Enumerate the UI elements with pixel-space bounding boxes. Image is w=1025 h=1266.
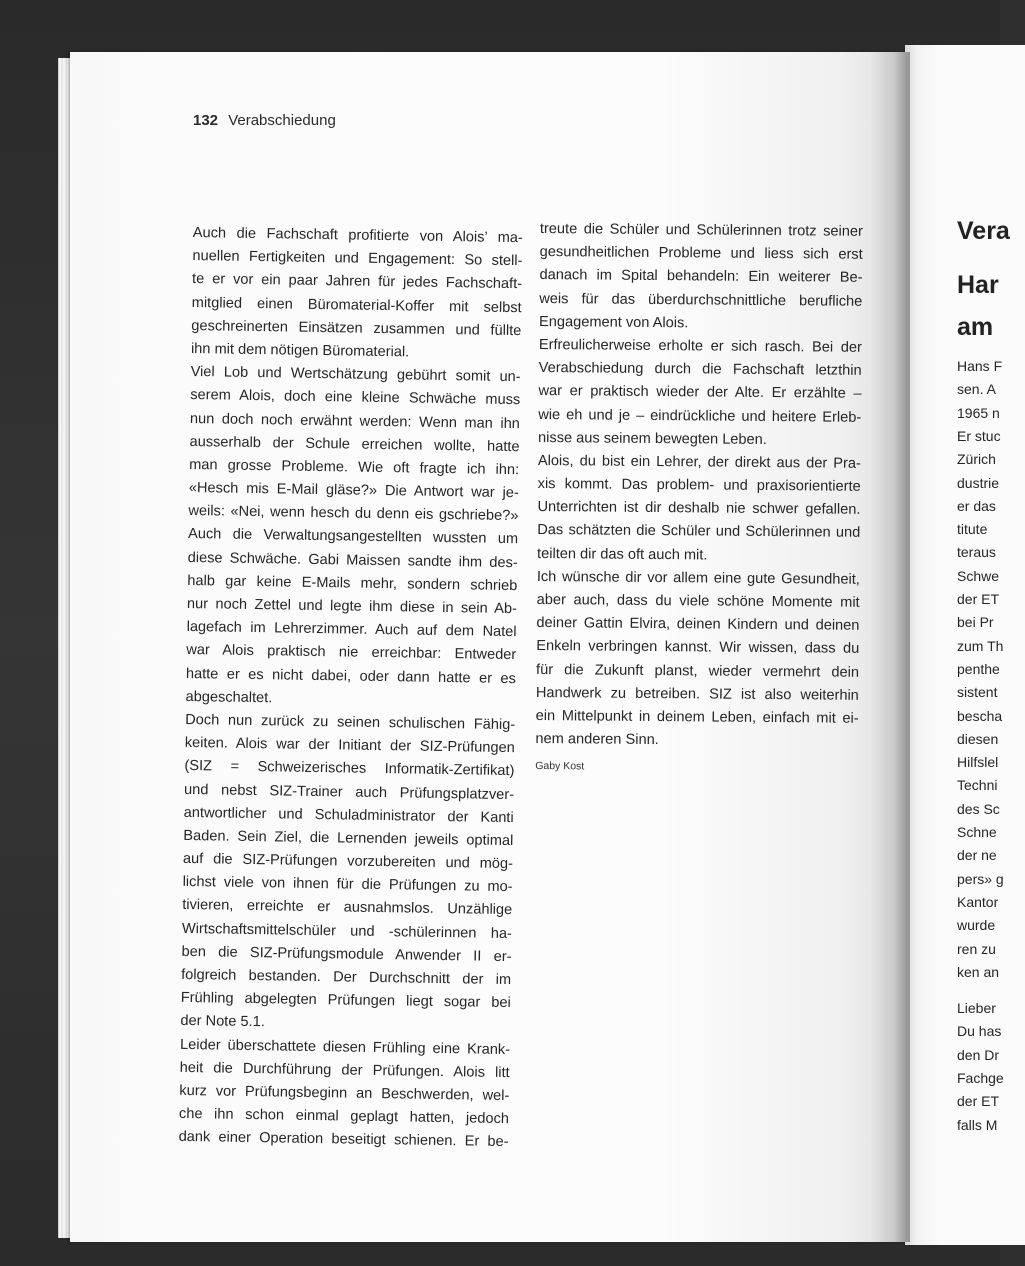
text-line: Verabschiedung durch die Fachschaft letzthin <box>538 360 862 379</box>
text-line: geschreinerten Einsätzen zusammen und füllte <box>191 317 522 339</box>
text-line: nuellen Fertigkeiten und Engagement: So stell- <box>192 248 523 270</box>
text-line: nisse aus seinem bewegten Leben. <box>538 429 767 448</box>
text-line: serem Alois, doch eine kleine Schwäche muss <box>190 387 521 409</box>
text-line: Auch die Verwaltungsangestellten wussten um <box>187 526 519 548</box>
right-page-text-line: dustrie <box>957 474 1000 491</box>
right-page-text-line: Lieber <box>957 1000 996 1016</box>
right-page-text-line: der ET <box>957 1093 1000 1110</box>
text-line: danach im Spital behandeln: Ein weiterer Be- <box>539 267 863 287</box>
text-line: keiten. Alois war der Initiant der SIZ-Prüfungen <box>184 735 515 757</box>
author-signature: Gaby Kost <box>535 760 585 773</box>
right-page-text-line: teraus <box>957 544 996 561</box>
text-line: antwortlicher und Schuladministrator der Kanti <box>183 804 514 826</box>
text-line: auf die SIZ-Prüfungen vorzubereiten und mög- <box>182 850 514 873</box>
text-line: xis kommt. Das problem- und praxisorientierte <box>537 476 861 495</box>
text-line: Frühling abgelegten Prüfungen liegt sogar bei <box>180 990 511 1012</box>
text-line: heit die Durchführung der Prüfungen. Alois litt <box>179 1059 510 1081</box>
right-page-text-line: penthe <box>957 660 1000 677</box>
right-page-title-line: Har <box>957 271 999 299</box>
right-page-text-line: zum Th <box>957 637 1004 654</box>
right-page-text-line: bescha <box>957 707 1003 724</box>
text-line: Auch die Fachschaft profitierte von Alois’ ma- <box>192 224 523 247</box>
text-line: für die Zukunft planst, wieder vermehrt dein <box>535 661 860 681</box>
text-line: «Hesch mis E-Mail gläse?» Die Antwort war je- <box>188 480 519 502</box>
text-line: Leider überschattete diesen Frühling eine Krank- <box>179 1036 511 1058</box>
text-line: te er vor ein paar Jahren für jedes Fachschaft- <box>191 271 523 293</box>
text-line: Erfreulicherweise erholte er sich rasch. Bei der <box>538 336 862 356</box>
text-line: gesundheitlichen Probleme und liess sich erst <box>539 244 863 264</box>
text-line: man grosse Probleme. Wie oft fragte ich ihn: <box>189 456 520 479</box>
right-page-title-line: am <box>957 313 994 341</box>
text-line: Engagement von Alois. <box>539 313 689 332</box>
text-line: lagefach im Lehrerzimmer. Auch auf dem Natel <box>186 619 517 641</box>
text-line: ausserhalb der Schule erreichen wollte, hatte <box>189 433 520 455</box>
section-title: Verabschiedung <box>228 112 336 129</box>
right-page-text-line: pers» g <box>957 870 1004 887</box>
right-page-text-line: bei Pr <box>957 614 994 631</box>
text-line: (SIZ = Schweizerisches Informatik-Zertifikat) <box>184 758 515 780</box>
right-page-text-line: Schne <box>957 824 997 840</box>
right-page-text-line: falls M <box>957 1116 998 1133</box>
text-line: Viel Lob und Wertschätzung gebührt somit un- <box>190 364 521 386</box>
text-line: ben die SIZ-Prüfungsmodule Anwender II er- <box>181 943 512 965</box>
text-line: Unterrichten ist dir deshalb nie schwer gefallen. <box>537 499 861 519</box>
book-gutter <box>870 52 910 1242</box>
text-column-right <box>535 218 863 781</box>
text-line: treute die Schüler und Schülerinnen trotz seiner <box>539 220 863 240</box>
text-line: aber auch, dass du viele schöne Momente mit <box>536 591 860 611</box>
right-page-text-line: der ET <box>957 591 1000 607</box>
text-line: kurz vor Prüfungsbeginn an Beschwerden, wel- <box>179 1082 510 1105</box>
text-line: nur noch Zettel und legte ihm diese in sein Ab- <box>186 595 518 618</box>
right-page-text-line: sistent <box>957 684 998 701</box>
right-page-text-line: Hans F <box>957 358 1003 374</box>
text-line: abgeschaltet. <box>185 688 273 707</box>
text-column-left <box>178 222 523 1155</box>
text-line: tivieren, erreichte er ausnahmslos. Unzählige <box>182 897 513 919</box>
text-line: dank einer Operation beseitigt schienen. Er be- <box>178 1129 509 1151</box>
right-page-text-line: Kantor <box>957 893 999 910</box>
text-line: nem anderen Sinn. <box>535 731 659 749</box>
right-page-text-line: titute <box>957 521 988 538</box>
text-line: wie eh und je – eindrückliche und heitere Erleb- <box>538 406 862 426</box>
right-page-text-line: 1965 n <box>957 404 1000 421</box>
right-page-text-line: sen. A <box>957 381 996 398</box>
right-page-text-line: wurde <box>957 917 996 934</box>
text-line: hatte er es nicht dabei, oder dann hatte er es <box>185 665 516 687</box>
right-page-text-line: Techni <box>957 777 998 794</box>
text-line: Handwerk zu betreiben. SIZ ist also weiterhin <box>535 684 859 704</box>
text-line: folgreich bestanden. Der Durchschnitt der im <box>181 966 512 989</box>
text-line: Wirtschaftsmittelschüler und -schülerinnen ha- <box>181 920 512 942</box>
text-line: Baden. Sein Ziel, die Lernenden jeweils optimal <box>183 827 514 849</box>
right-page-text-line: den Dr <box>957 1046 1000 1063</box>
text-line: ein Mittelpunkt in deinem Leben, einfach mit ei- <box>535 707 859 727</box>
right-page-text-line: diesen <box>957 730 999 747</box>
text-line: mitglied einen Büromaterial-Koffer mit selbst <box>191 294 522 316</box>
text-line: deiner Gattin Elvira, deinen Kindern und deinen <box>536 615 860 634</box>
text-line: Doch nun zurück zu seinen schulischen Fähig- <box>185 711 516 734</box>
text-line: diese Schwäche. Gabi Maissen sandte ihm des- <box>187 549 518 571</box>
text-line: Alois, du bist ein Lehrer, der direkt aus der Pra- <box>537 452 861 472</box>
running-header <box>193 112 336 129</box>
right-page-text-line: Schwe <box>957 567 1000 584</box>
text-line: der Note 5.1. <box>180 1013 265 1031</box>
text-line: Ich wünsche dir vor allem eine gute Gesundheit, <box>536 568 860 588</box>
text-line: weils: «Nei, wenn hesch du denn eis gschriebe?» <box>188 503 519 525</box>
text-line: teilten dir das oft auch mit. <box>537 545 708 564</box>
page-number: 132 <box>193 112 219 129</box>
right-page-text-line: Du has <box>957 1023 1002 1040</box>
text-line: und nebst SIZ-Trainer auch Prüfungsplatzver- <box>183 781 515 803</box>
text-line: nun doch noch erwähnt werden: Wenn man ihn <box>189 410 520 432</box>
text-line: che ihn schon einmal geplagt hatten, jedoch <box>178 1106 510 1128</box>
text-line: war Alois praktisch nie erreichbar: Entweder <box>186 642 517 664</box>
text-line: halb gar keine E-Mails mehr, sondern schrieb <box>187 572 518 594</box>
text-line: lichst viele von ihnen für die Prüfungen zu mo- <box>182 874 513 896</box>
right-page-text-line: der ne <box>957 847 997 864</box>
right-page-text-line: Fachge <box>957 1069 1004 1086</box>
right-page-text-line: ren zu <box>957 940 996 957</box>
right-page-text-line: Hilfslel <box>957 754 999 771</box>
right-page-title-line: Vera <box>957 217 1010 245</box>
right-page-text-line: Er stuc <box>957 427 1001 444</box>
text-line: weis für das überdurchschnittliche berufliche <box>539 290 863 310</box>
text-line: Enkeln verbringen kannst. Wir wissen, dass du <box>536 638 860 658</box>
text-line: ihn mit dem nötigen Büromaterial. <box>190 340 410 361</box>
right-page-text-line: ken an <box>957 963 1000 980</box>
right-page <box>905 45 1025 1245</box>
right-page-text-line: Zürich <box>957 451 996 468</box>
right-page-text-line: er das <box>957 497 996 514</box>
text-line: Das schätzten die Schüler und Schülerinnen und <box>537 522 861 542</box>
right-page-text-line: des Sc <box>957 800 1000 817</box>
text-line: war er praktisch wieder der Alte. Er erzählte – <box>538 383 862 403</box>
